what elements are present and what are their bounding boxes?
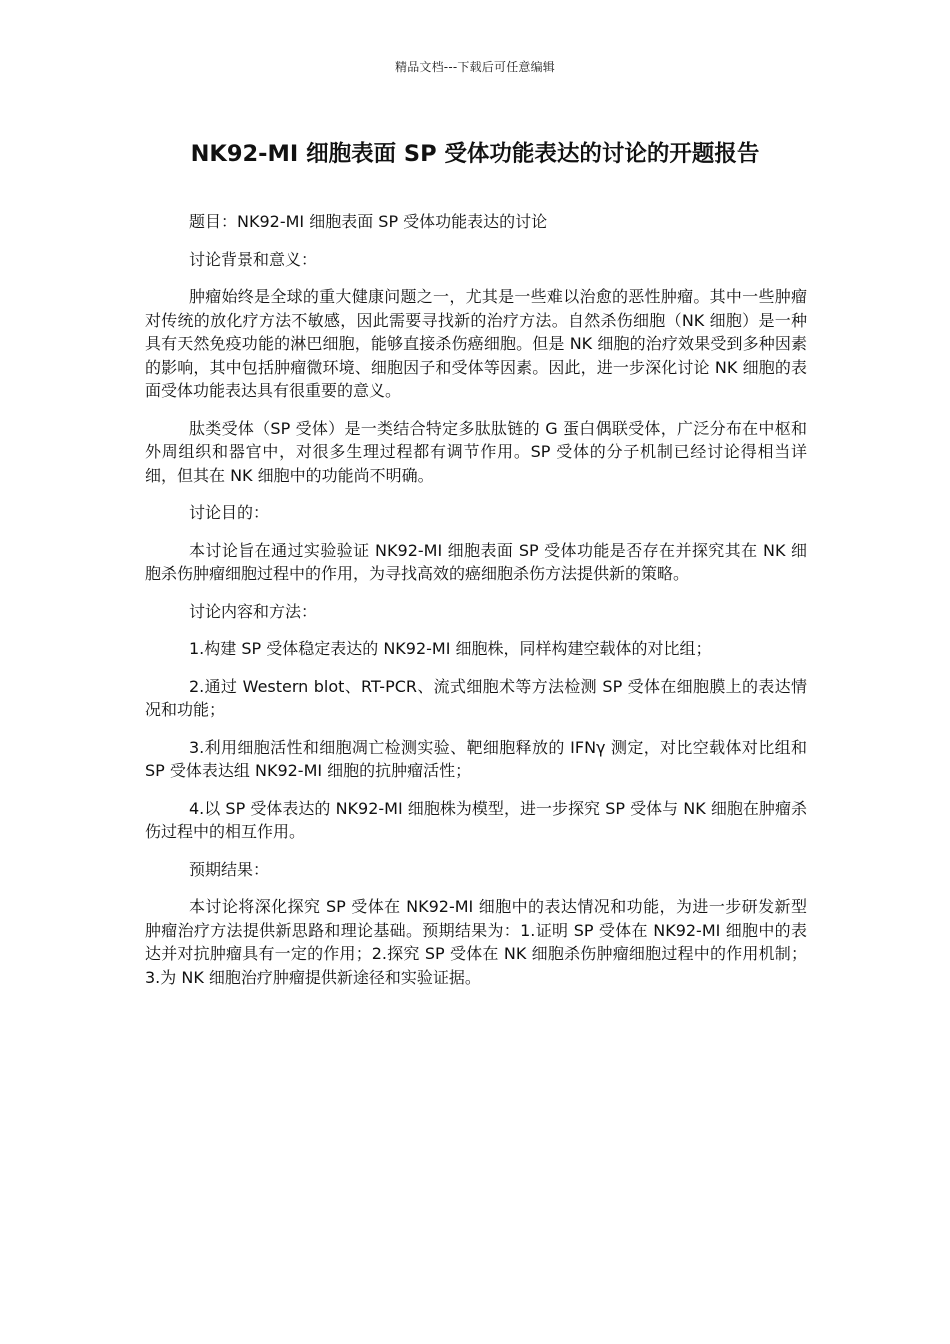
section-heading-methods: 讨论内容和方法：: [189, 601, 318, 621]
section-heading-purpose: 讨论目的：: [189, 503, 270, 522]
method-item-2: 2.通过 Western blot、RT-PCR、流式细胞术等方法检测 SP 受体在细胞膜上的表达情况和功能；: [145, 676, 807, 719]
paragraph-purpose: 本讨论旨在通过实验验证 NK92-MI 细胞表面 SP 受体功能是否存在并探究其在 NK 细胞杀伤肿瘤细胞过程中的作用，为寻找高效的癌细胞杀伤方法提供新的策略。: [145, 540, 807, 583]
method-item-3: 3.利用细胞活性和细胞凋亡检测实验、靶细胞释放的 IFNγ 测定，对比空载体对比组和 SP 受体表达组 NK92-MI 细胞的抗肿瘤活性；: [145, 737, 807, 780]
document-title: NK92-MI 细胞表面 SP 受体功能表达的讨论的开题报告: [190, 141, 760, 167]
section-heading-expected-results: 预期结果：: [189, 859, 270, 879]
topic-line: 题目：NK92-MI 细胞表面 SP 受体功能表达的讨论: [189, 212, 548, 231]
paragraph-expected-results: 本讨论将深化探究 SP 受体在 NK92-MI 细胞中的表达情况和功能，为进一步研发新型肿瘤治疗方法提供新思路和理论基础。预期结果为：1.证明 SP 受体在 NK92-MI 细胞中的表达并对抗肿瘤具有一定的作用；2.探究 SP 受体在 NK 细胞杀伤肿瘤细胞过程中的作用机制；3.为 NK 细胞治疗肿瘤提供新途径和实验证据。: [145, 897, 807, 987]
paragraph-background-1: 肿瘤始终是全球的重大健康问题之一，尤其是一些难以治愈的恶性肿瘤。其中一些肿瘤对传统的放化疗方法不敏感，因此需要寻找新的治疗方法。自然杀伤细胞（NK 细胞）是一种具有天然免疫功能的淋巴细胞，能够直接杀伤癌细胞。但是 NK 细胞的治疗效果受到多种因素的影响，其中包括肿瘤微环境、细胞因子和受体等因素。因此，进一步深化讨论 NK 细胞的表面受体功能表达具有很重要的意义。: [145, 287, 807, 400]
method-item-1: 1.构建 SP 受体稳定表达的 NK92-MI 细胞株，同样构建空载体的对比组；: [189, 639, 712, 658]
section-heading-background: 讨论背景和意义：: [189, 249, 318, 269]
document-body: [145, 210, 807, 1003]
method-item-4: 4.以 SP 受体表达的 NK92-MI 细胞株为模型，进一步探究 SP 受体与 NK 细胞在肿瘤杀伤过程中的相互作用。: [145, 798, 807, 841]
header-note: 精品文档---下载后可任意编辑: [395, 60, 555, 74]
paragraph-background-2: 肽类受体（SP 受体）是一类结合特定多肽肽链的 G 蛋白偶联受体，广泛分布在中枢和外周组织和器官中，对很多生理过程都有调节作用。SP 受体的分子机制已经讨论得相当详细，但其在 NK 细胞中的功能尚不明确。: [145, 418, 807, 485]
